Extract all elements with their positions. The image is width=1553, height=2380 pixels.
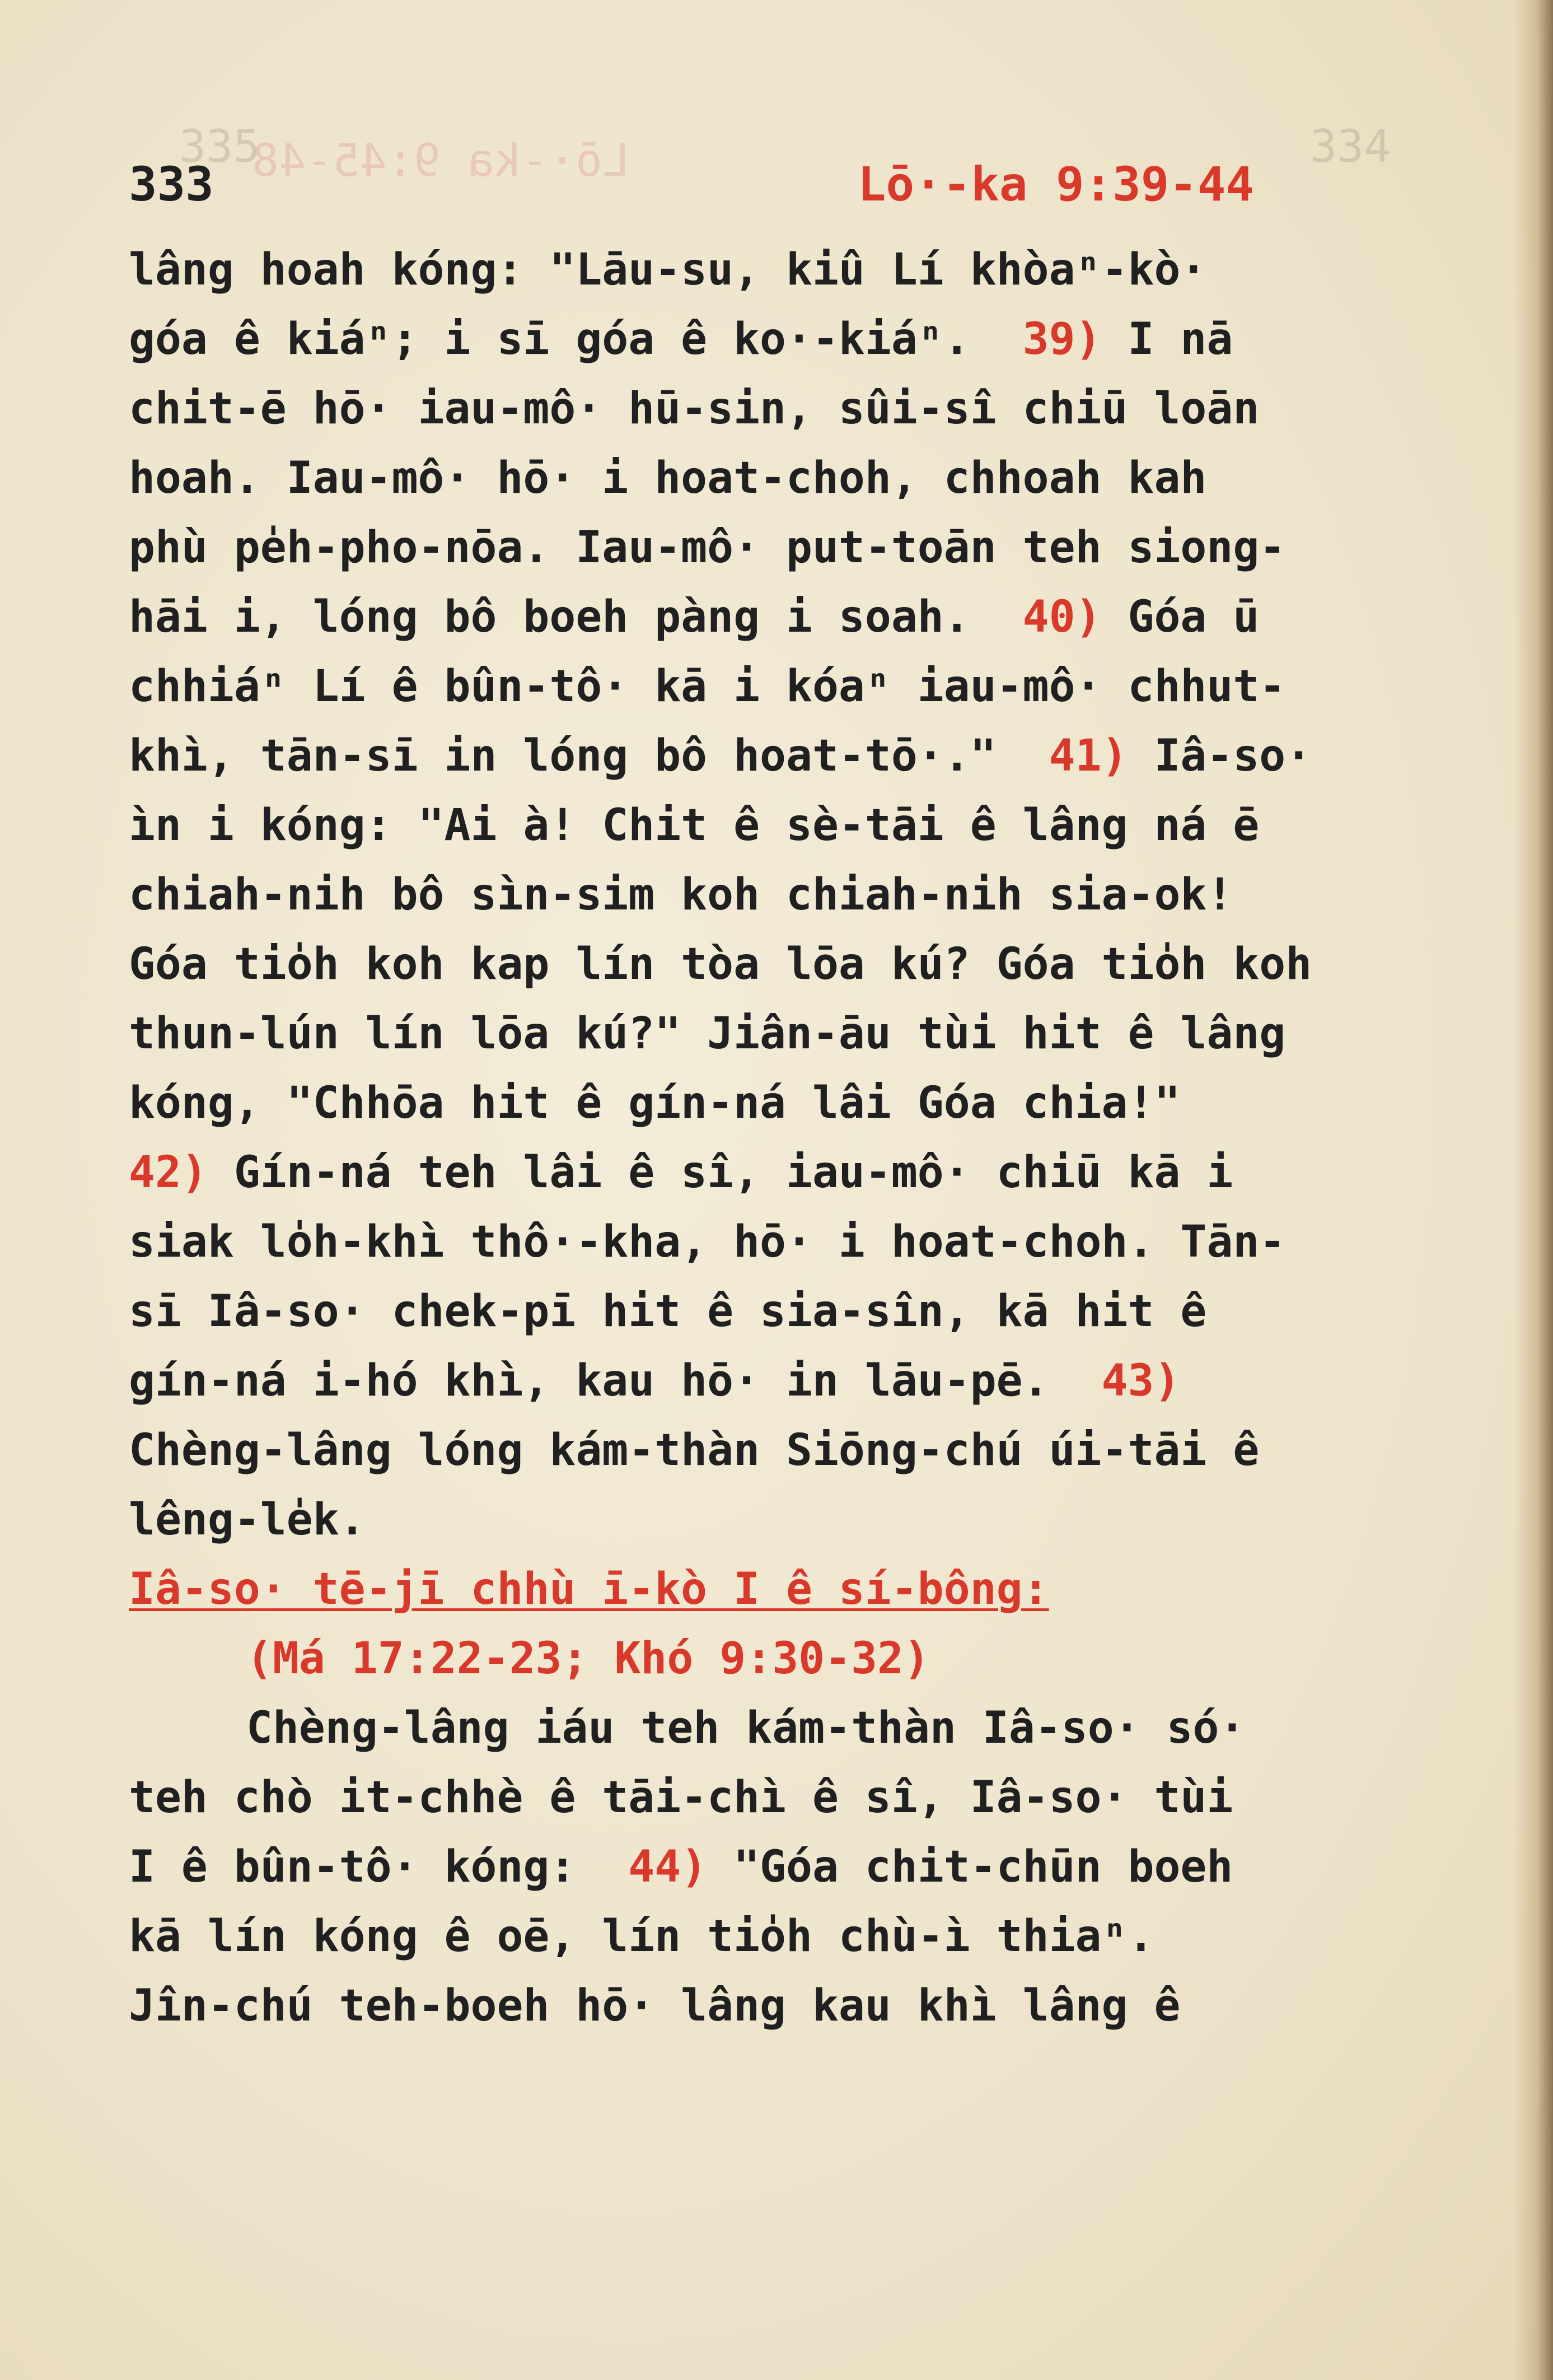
text-line <box>129 1207 1416 1277</box>
text-line <box>129 860 1416 930</box>
text-segment: I ê bûn-tô· kóng: <box>129 1842 629 1892</box>
page-header <box>129 157 1254 218</box>
text-segment: siak lo̍h-khì thô·-kha, hō· i hoat-choh. Tān- <box>129 1217 1286 1267</box>
text-segment: Gín-ná teh lâi ê sî, iau-mô· chiū kā i <box>207 1147 1233 1198</box>
text-segment: teh chò it-chhè ê tāi-chì ê sî, Iâ-so· tùi <box>129 1772 1233 1823</box>
text-segment: Góa ū <box>1101 592 1260 642</box>
text-segment: lêng-le̍k. <box>129 1495 366 1545</box>
text-line <box>129 999 1416 1068</box>
text-segment: kóng, "Chhōa hit ê gín-ná lâi Góa chia!" <box>129 1078 1181 1128</box>
page-edge-shadow <box>1514 0 1553 2380</box>
text-line <box>129 1068 1416 1138</box>
text-segment: kā lín kóng ê oē, lín tio̍h chù-ì thiaⁿ. <box>129 1911 1154 1962</box>
section-heading: Iâ-so· tē-jī chhù ī-kò I ê sí-bông: <box>129 1564 1049 1614</box>
text-line <box>129 1416 1416 1485</box>
text-line <box>129 1763 1416 1832</box>
text-segment: chiah-nih bô sìn-sim koh chiah-nih sia-ok! <box>129 870 1233 920</box>
text-line <box>129 374 1416 444</box>
text-line <box>129 1485 1416 1555</box>
text-line <box>129 444 1416 513</box>
bleed-through-page-number-left: 335 <box>179 120 260 172</box>
text-line <box>129 1832 1416 1902</box>
bleed-through-running-head: Lō·-ka 9:45-48 <box>252 134 630 186</box>
text-segment: Iâ-so· <box>1128 731 1312 781</box>
text-line <box>129 582 1416 652</box>
verse-number: 44) <box>628 1842 708 1892</box>
text-segment: chhiáⁿ Lí ê bûn-tô· kā i kóaⁿ iau-mô· chhut- <box>129 661 1286 712</box>
verse-number: 42) <box>129 1147 208 1198</box>
text-segment: Góa tio̍h koh kap lín tòa lōa kú? Góa tio̍h koh <box>129 939 1312 990</box>
body-text <box>129 235 1416 2041</box>
bleed-through-page-number-right: 334 <box>1310 120 1391 172</box>
verse-number: 43) <box>1101 1356 1181 1406</box>
text-line <box>129 1346 1416 1416</box>
text-segment: gín-ná i-hó khì, kau hō· in lāu-pē. <box>129 1356 1102 1406</box>
text-line <box>129 1971 1416 2041</box>
paragraph-lower <box>129 1693 1416 2041</box>
text-segment: ìn i kóng: "Ai à! Chit ê sè-tāi ê lâng ná ē <box>129 800 1260 851</box>
text-line <box>129 930 1416 999</box>
text-segment: lâng hoah kóng: "Lāu-su, kiû Lí khòaⁿ-kò· <box>129 245 1207 295</box>
text-line <box>129 513 1416 582</box>
text-line <box>129 305 1416 374</box>
text-segment: chit-ē hō· iau-mô· hū-sin, sûi-sî chiū loān <box>129 384 1260 434</box>
verse-number: 40) <box>1022 592 1102 642</box>
section-references: (Má 17:22-23; Khó 9:30-32) <box>246 1634 930 1684</box>
text-segment: Chèng-lâng iáu teh kám-thàn Iâ-so· só· <box>246 1703 1246 1753</box>
text-segment: phù pe̍h-pho-nōa. Iau-mô· put-toān teh siong- <box>129 522 1286 573</box>
text-line <box>129 1138 1416 1207</box>
text-line <box>129 791 1416 860</box>
text-segment: hāi i, lóng bô boeh pàng i soah. <box>129 592 1023 642</box>
text-segment: Jîn-chú teh-boeh hō· lâng kau khì lâng ê <box>129 1981 1181 2031</box>
verse-number: 39) <box>1022 314 1102 365</box>
paragraph-upper <box>129 235 1416 1555</box>
text-line <box>129 652 1416 721</box>
text-line <box>129 721 1416 791</box>
text-segment: "Góa chit-chūn boeh <box>707 1842 1233 1892</box>
text-segment: góa ê kiáⁿ; i sī góa ê ko·-kiáⁿ. <box>129 314 1023 365</box>
text-segment: thun-lún lín lōa kú?" Jiân-āu tùi hit ê lâng <box>129 1009 1286 1059</box>
running-head: Lō·-ka 9:39-44 <box>857 157 1254 212</box>
text-line <box>129 235 1416 305</box>
text-segment: khì, tān-sī in lóng bô hoat-tō·." <box>129 731 1049 781</box>
page-number: 333 <box>129 157 214 212</box>
verse-number: 41) <box>1049 731 1128 781</box>
text-line <box>129 1693 1416 1763</box>
text-segment: sī Iâ-so· chek-pī hit ê sia-sîn, kā hit ê <box>129 1286 1207 1337</box>
text-segment: Chèng-lâng lóng kám-thàn Siōng-chú úi-tāi ê <box>129 1425 1260 1476</box>
text-line <box>129 1902 1416 1971</box>
text-segment: I nā <box>1101 314 1233 365</box>
text-segment: hoah. Iau-mô· hō· i hoat-choh, chhoah kah <box>129 453 1207 503</box>
text-line <box>129 1277 1416 1346</box>
